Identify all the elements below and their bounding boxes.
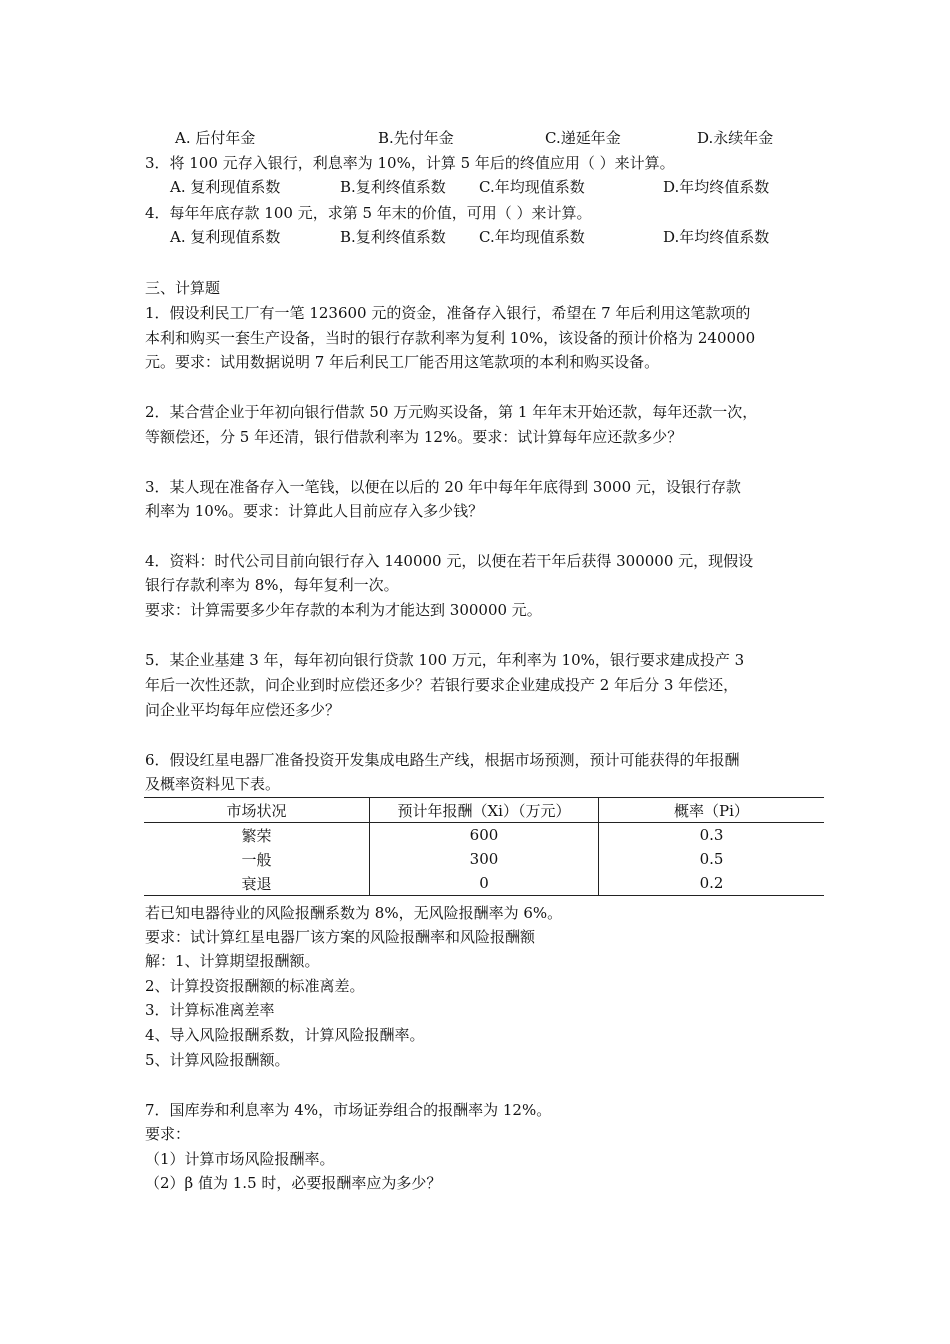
problem-1-line: 1．假设利民工厂有一笔 123600 元的资金，准备存入银行，希望在 7 年后利用这笔款项的 <box>145 304 751 322</box>
question-3-stem: 3．将 100 元存入银行，利息率为 10%，计算 5 年后的终值应用（ ）来计算。 <box>145 154 675 172</box>
table-cell: 0 <box>370 871 599 896</box>
problem-1-line: 本利和购买一套生产设备，当时的银行存款利率为复利 10%，该设备的预计价格为 240000 <box>145 329 756 347</box>
problem-6-line: 4、导入风险报酬系数，计算风险报酬率。 <box>145 1026 425 1044</box>
problem-6-line: 若已知电器待业的风险报酬系数为 8%，无风险报酬率为 6%。 <box>145 904 563 922</box>
problem-7-line: 要求： <box>145 1125 191 1143</box>
q3-option-b: B.复利终值系数 <box>340 178 446 196</box>
q3-option-c: C.年均现值系数 <box>479 178 585 196</box>
table-cell: 0.2 <box>599 871 825 896</box>
problem-4-line: 要求：计算需要多少年存款的本利为才能达到 300000 元。 <box>145 601 542 619</box>
section-title: 三、计算题 <box>145 279 221 297</box>
problem-2-line: 等额偿还，分 5 年还清，银行借款利率为 12%。要求：试计算每年应还款多少？ <box>145 428 683 446</box>
problem-6-line: 3．计算标准离差率 <box>145 1001 275 1019</box>
table-cell: 0.5 <box>599 847 825 871</box>
problem-5-line: 5．某企业基建 3 年，每年初向银行贷款 100 万元，年利率为 10%，银行要求建成投产 3 <box>145 651 745 669</box>
table-header: 概率（Pi） <box>599 798 825 823</box>
problem-2-line: 2．某合营企业于年初向银行借款 50 万元购买设备，第 1 年年末开始还款，每年还款一次， <box>145 403 758 421</box>
problem-4-line: 4．资料：时代公司目前向银行存入 140000 元，以便在若干年后获得 300000 元，现假设 <box>145 552 754 570</box>
option-a: A. 后付年金 <box>175 129 256 147</box>
returns-probability-table <box>144 797 824 896</box>
table-row <box>144 871 824 896</box>
problem-4-line: 银行存款利率为 8%，每年复利一次。 <box>145 576 399 594</box>
table-row <box>144 823 824 848</box>
q3-option-a: A. 复利现值系数 <box>170 178 281 196</box>
problem-7-line: （1）计算市场风险报酬率。 <box>145 1150 335 1168</box>
problem-5-line: 问企业平均每年应偿还多少？ <box>145 701 341 719</box>
question-4-stem: 4．每年年底存款 100 元，求第 5 年末的价值，可用（ ）来计算。 <box>145 204 592 222</box>
q4-option-b: B.复利终值系数 <box>340 228 446 246</box>
q4-option-a: A. 复利现值系数 <box>170 228 281 246</box>
table-cell: 600 <box>370 823 599 848</box>
problem-6-line: 解：1、计算期望报酬额。 <box>145 952 320 970</box>
q4-option-d: D.年均终值系数 <box>663 228 770 246</box>
table-cell: 一般 <box>144 847 370 871</box>
option-b: B.先付年金 <box>378 129 454 147</box>
problem-6-line: 要求：试计算红星电器厂该方案的风险报酬率和风险报酬额 <box>145 928 536 946</box>
q4-option-c: C.年均现值系数 <box>479 228 585 246</box>
problem-3-line: 3．某人现在准备存入一笔钱，以便在以后的 20 年中每年年底得到 3000 元，设银行存款 <box>145 478 741 496</box>
table-header: 预计年报酬（Xi）（万元） <box>370 798 599 823</box>
problem-6-line: 5、计算风险报酬额。 <box>145 1051 290 1069</box>
problem-3-line: 利率为 10%。要求：计算此人目前应存入多少钱？ <box>145 502 484 520</box>
option-d: D.永续年金 <box>697 129 774 147</box>
table-cell: 繁荣 <box>144 823 370 848</box>
problem-5-line: 年后一次性还款，问企业到时应偿还多少？若银行要求企业建成投产 2 年后分 3 年偿还， <box>145 676 739 694</box>
q3-option-d: D.年均终值系数 <box>663 178 770 196</box>
table-cell: 300 <box>370 847 599 871</box>
problem-6-line: 及概率资料见下表。 <box>145 775 281 793</box>
option-c: C.递延年金 <box>545 129 621 147</box>
problem-7-line: （2）β 值为 1.5 时，必要报酬率应为多少？ <box>145 1174 442 1192</box>
problem-6-line: 6．假设红星电器厂准备投资开发集成电路生产线，根据市场预测，预计可能获得的年报酬 <box>145 751 740 769</box>
problem-6-line: 2、计算投资报酬额的标准离差。 <box>145 977 365 995</box>
table-header: 市场状况 <box>144 798 370 823</box>
table-cell: 0.3 <box>599 823 825 848</box>
problem-1-line: 元。要求：试用数据说明 7 年后利民工厂能否用这笔款项的本利和购买设备。 <box>145 353 660 371</box>
table-cell: 衰退 <box>144 871 370 896</box>
table-row <box>144 847 824 871</box>
problem-7-line: 7．国库券和利息率为 4%，市场证券组合的报酬率为 12%。 <box>145 1101 552 1119</box>
